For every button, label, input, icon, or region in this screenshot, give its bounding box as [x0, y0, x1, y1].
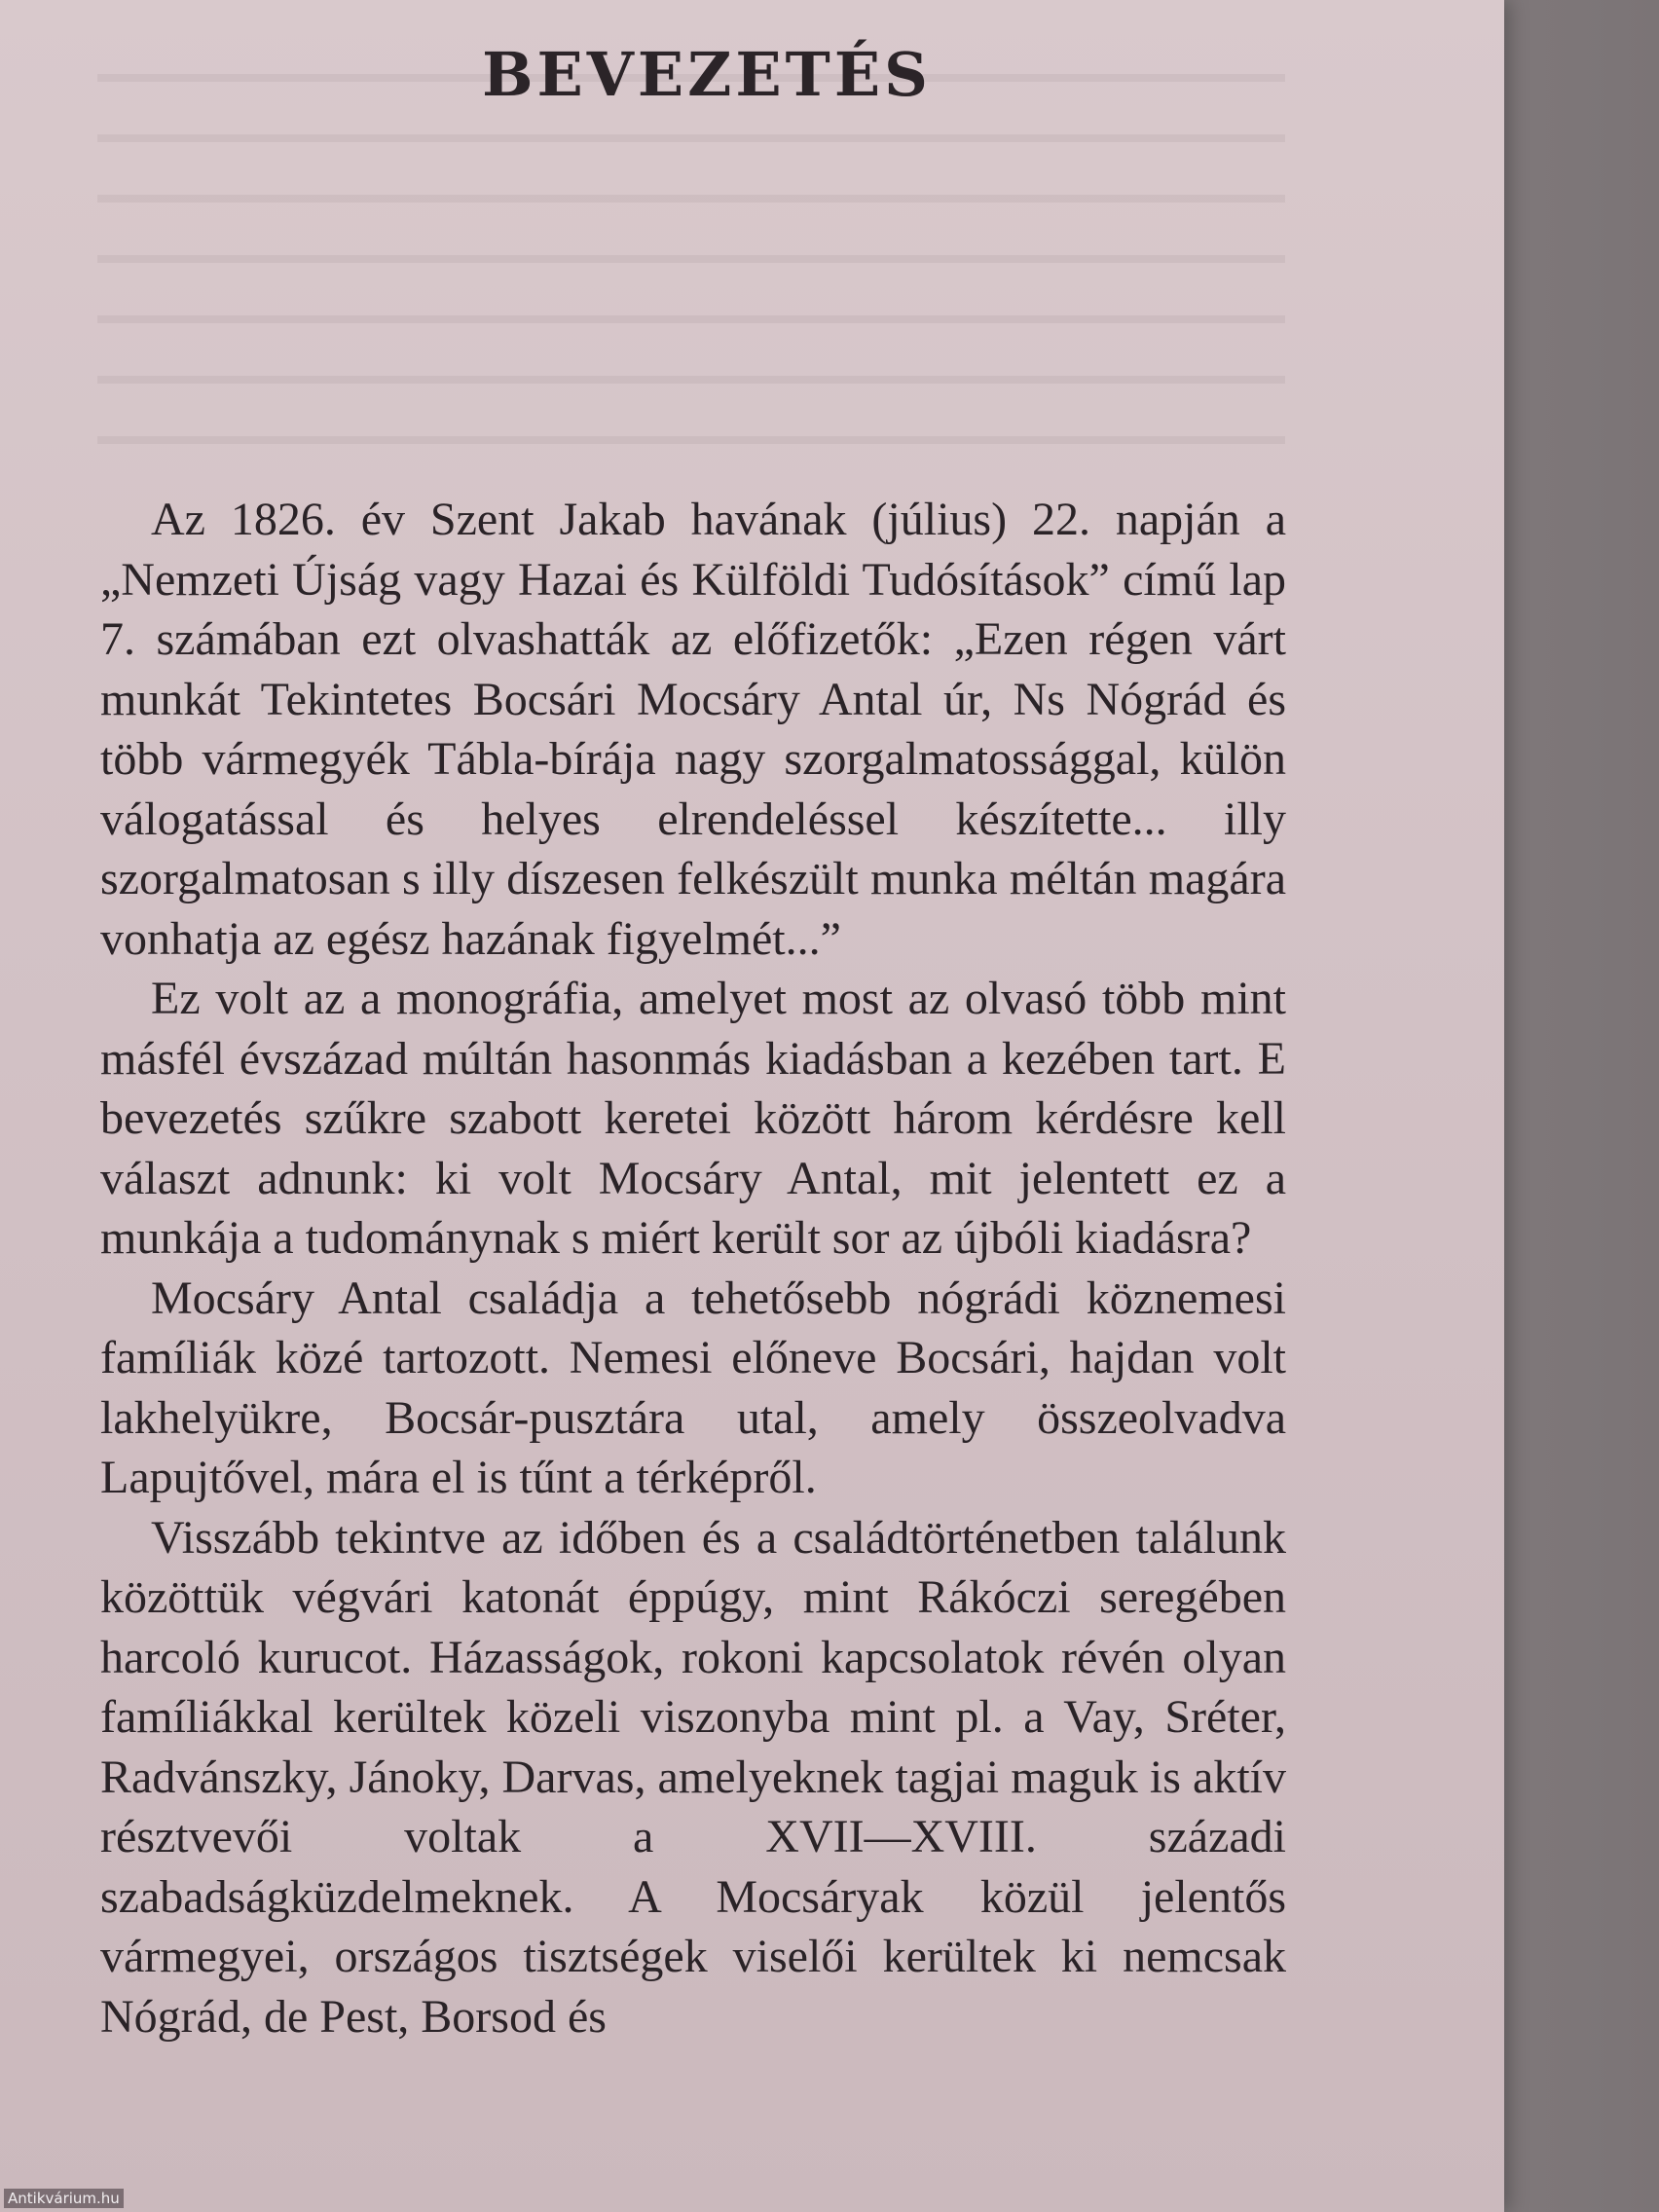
- page-title: BEVEZETÉS: [482, 39, 932, 110]
- watermark: Antikvárium.hu: [4, 2189, 124, 2208]
- body-text: [100, 490, 1286, 2046]
- paragraph: Visszább tekintve az időben és a családtörténetben találunk közöttük végvári katonát éppúgy, mint Rákóczi seregében harcoló kurucot. Házasságok, rokoni kapcsolatok révén olyan famíliákkal kerültek közeli viszonyba mint pl. a Vay, Sréter, Radvánszky, Jánoky, Darvas, amelyeknek tagjai maguk is aktív résztvevői voltak a XVII—XVIII. századi szabadságküzdelmeknek. A Mocsáryak közül jelentős vármegyei, országos tisztségek viselői kerültek ki nemcsak Nógrád, de Pest, Borsod és: [100, 1511, 1286, 2043]
- paragraph: Az 1826. év Szent Jakab havának (július) 22. napján a „Nemzeti Újság vagy Hazai és Külföldi Tudósítások” című lap 7. számában ezt olvashatták az előfizetők: „Ezen régen várt munkát Tekintetes Bocsári Mocsáry Antal úr, Ns Nógrád és több vármegyék Tábla-bírája nagy szorgalmatossággal, külön válogatással és helyes elrendeléssel készítette... illy szorgalmatosan s illy díszesen felkészült munka méltán magára vonhatja az egész hazának figyelmét...”: [100, 494, 1286, 965]
- paragraph: Mocsáry Antal családja a tehetősebb nógrádi köznemesi famíliák közé tartozott. Nemesi előneve Bocsári, hajdan volt lakhelyükre, Bocsár-pusztára utal, amely összeolvadva Lapujtővel, mára el is tűnt a térképről.: [100, 1272, 1286, 1503]
- paragraph: Ez volt az a monográfia, amelyet most az olvasó több mint másfél évszázad múltán hasonmás kiadásban a kezében tart. E bevezetés szűkre szabott keretei között három kérdésre kell választ adnunk: ki volt Mocsáry Antal, mit jelentett ez a munkája a tudománynak s miért került sor az újbóli kiadásra?: [100, 973, 1286, 1264]
